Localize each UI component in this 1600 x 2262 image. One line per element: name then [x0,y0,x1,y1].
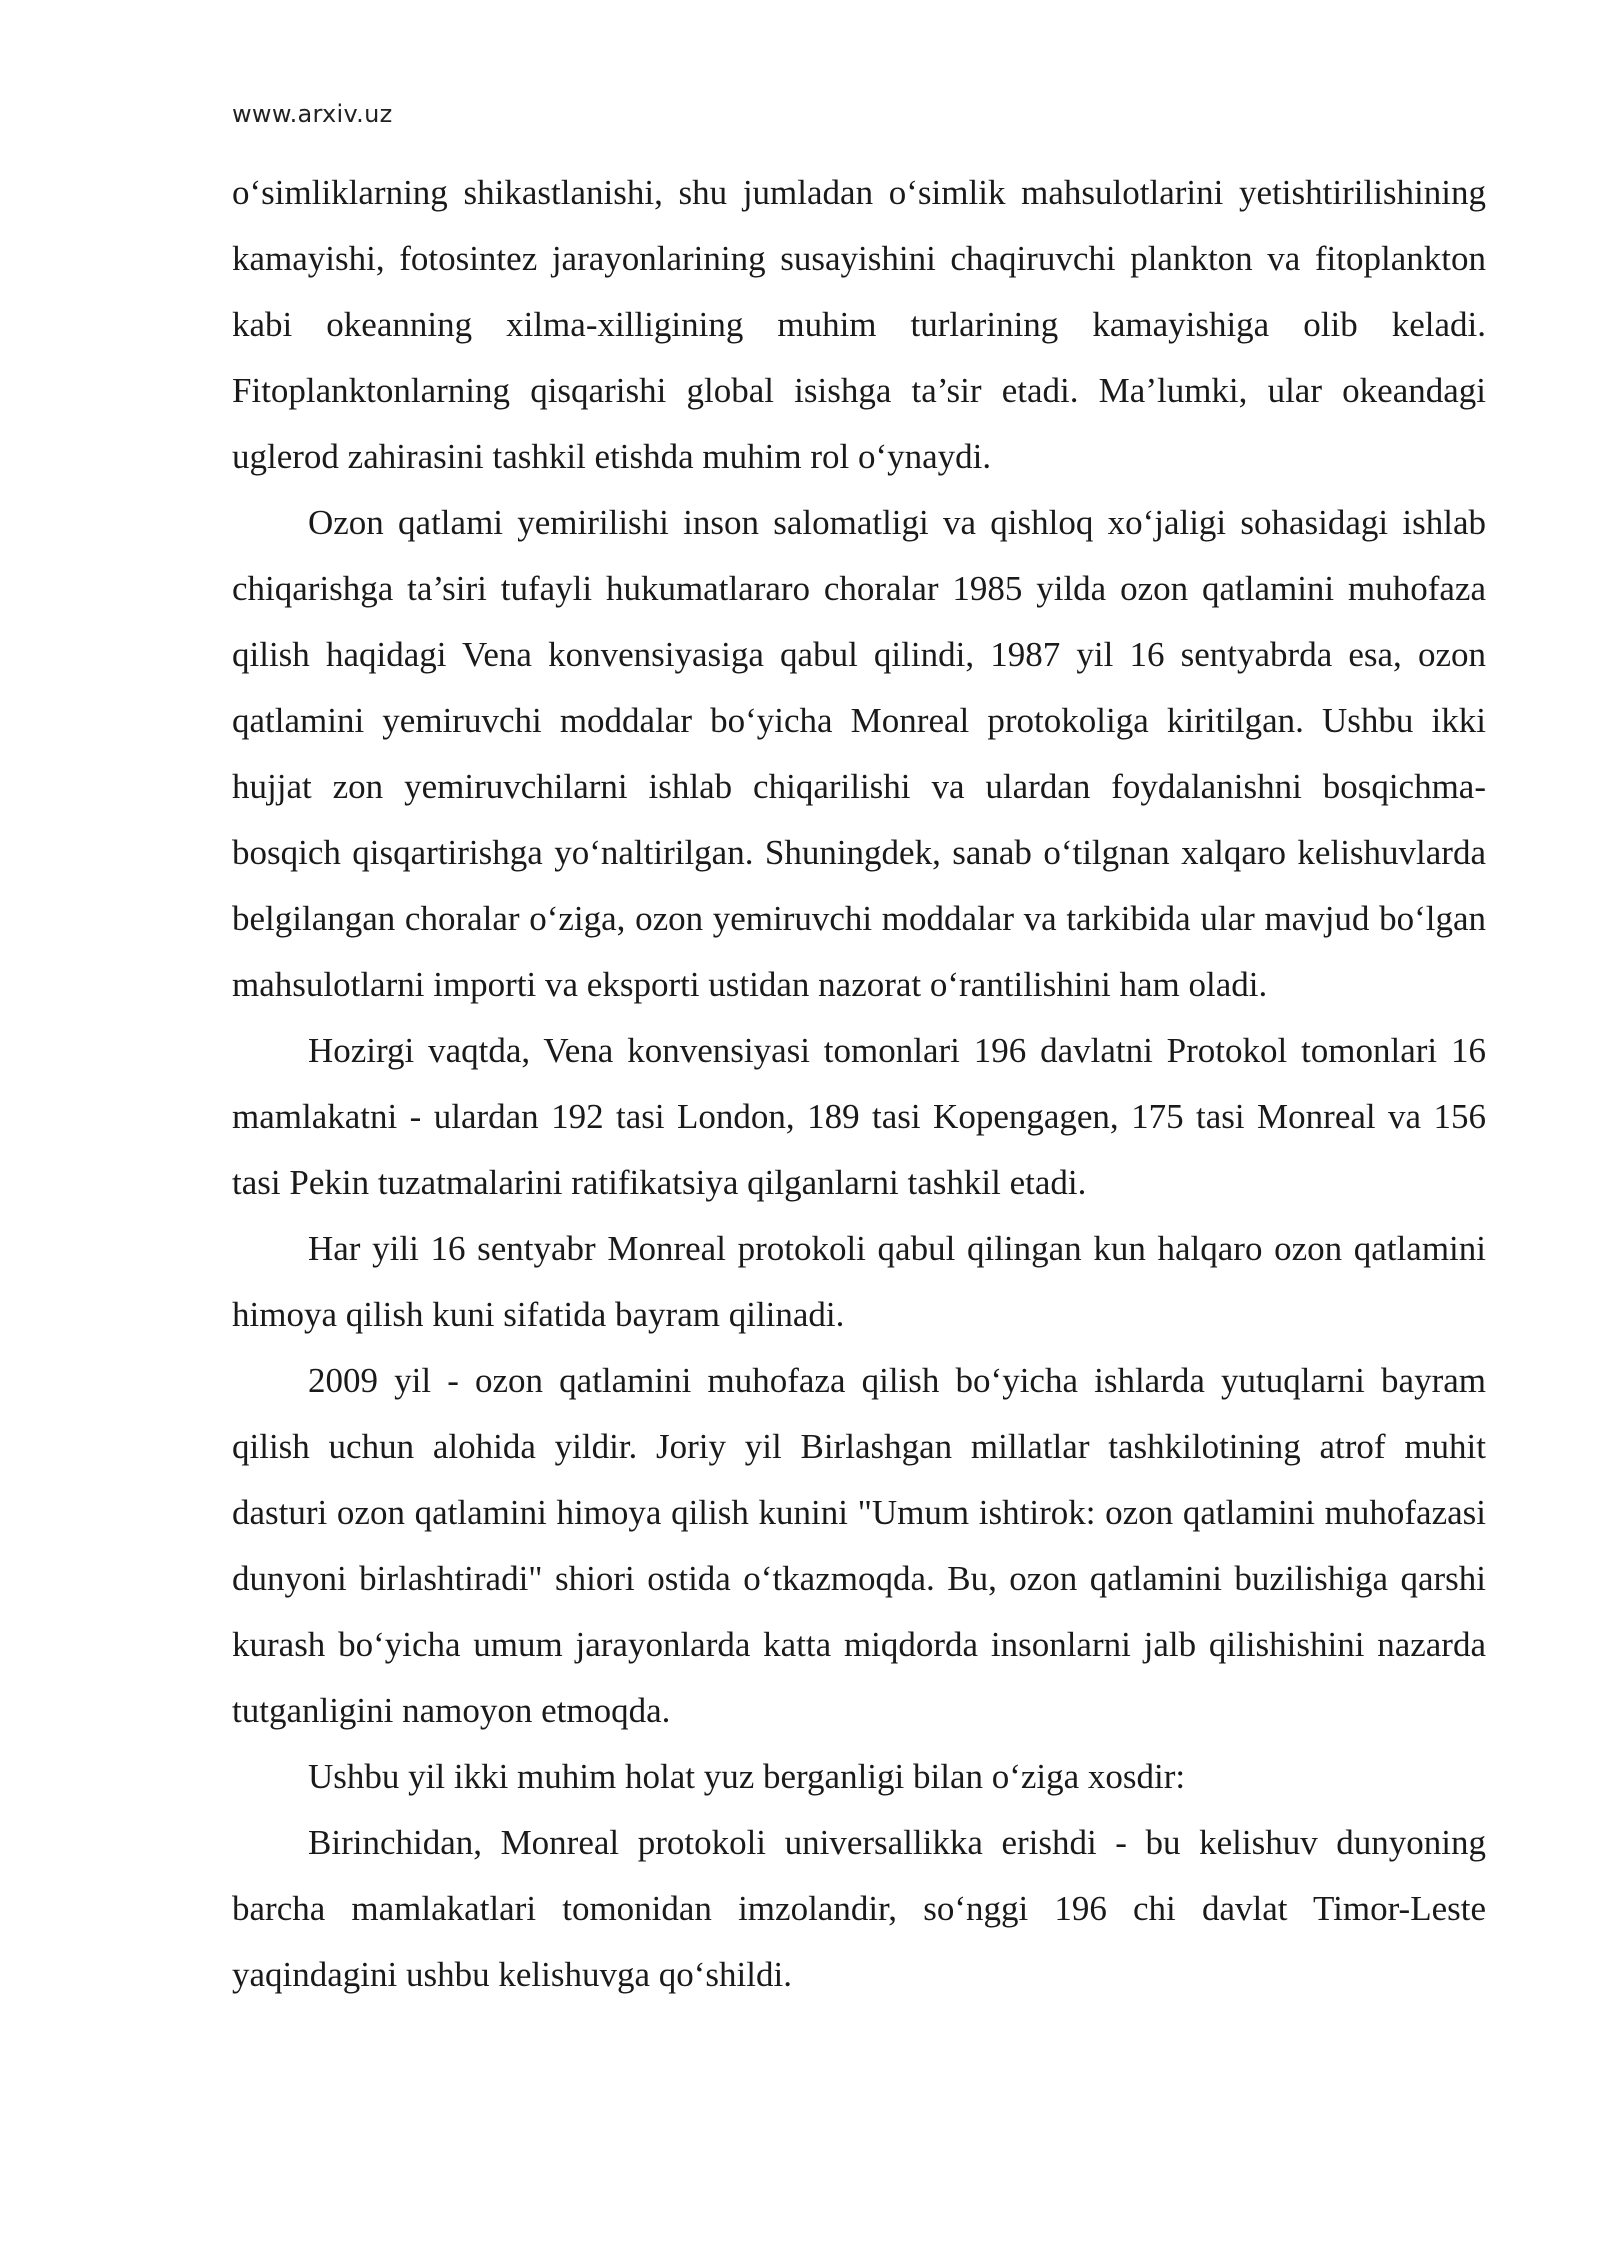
paragraph: o‘simliklarning shikastlanishi, shu jumladan o‘simlik mahsulotlarini yetishtirilishining kamayishi, fotosintez jarayonlarining susayishini chaqiruvchi plankton va fitoplankton kabi okeanning xilma-xilligining muhim turlarining kamayishiga olib keladi. Fitoplanktonlarning qisqarishi global isishga ta’sir etadi. Ma’lumki, ular okeandagi uglerod zahirasini tashkil etishda muhim rol o‘ynaydi. [232,173,1486,476]
document-body [232,160,1486,2008]
paragraph: Ozon qatlami yemirilishi inson salomatligi va qishloq xo‘jaligi sohasidagi ishlab chiqarishga ta’siri tufayli hukumatlararo choralar 1985 yilda ozon qatlamini muhofaza qilish haqidagi Vena konvensiyasiga qabul qilindi, 1987 yil 16 sentyabrda esa, ozon qatlamini yemiruvchi moddalar bo‘yicha Monreal protokoliga kiritilgan. Ushbu ikki hujjat zon yemiruvchilarni ishlab chiqarilishi va ulardan foydalanishni bosqichma-bosqich qisqartirishga yo‘naltirilgan. Shuningdek, sanab o‘tilgnan xalqaro kelishuvlarda belgilangan choralar o‘ziga, ozon yemiruvchi moddalar va tarkibida ular mavjud bo‘lgan mahsulotlarni importi va eksporti ustidan nazorat o‘rantilishini ham oladi. [232,503,1486,1004]
paragraph: 2009 yil - ozon qatlamini muhofaza qilish bo‘yicha ishlarda yutuqlarni bayram qilish uchun alohida yildir. Joriy yil Birlashgan millatlar tashkilotining atrof muhit dasturi ozon qatlamini himoya qilish kunini "Umum ishtirok: ozon qatlamini muhofazasi dunyoni birlashtiradi" shiori ostida o‘tkazmoqda. Bu, ozon qatlamini buzilishiga qarshi kurash bo‘yicha umum jarayonlarda katta miqdorda insonlarni jalb qilishishini nazarda tutganligini namoyon etmoqda. [232,1361,1486,1730]
site-header: www.arxiv.uz [232,100,393,128]
paragraph: Hozirgi vaqtda, Vena konvensiyasi tomonlari 196 davlatni Protokol tomonlari 16 mamlakatni - ulardan 192 tasi London, 189 tasi Kopengagen, 175 tasi Monreal va 156 tasi Pekin tuzatmalarini ratifikatsiya qilganlarni tashkil etadi. [232,1031,1486,1202]
paragraph: Har yili 16 sentyabr Monreal protokoli qabul qilingan kun halqaro ozon qatlamini himoya qilish kuni sifatida bayram qilinadi. [232,1229,1486,1334]
paragraph: Ushbu yil ikki muhim holat yuz berganligi bilan o‘ziga xosdir: [308,1757,1186,1796]
paragraph: Birinchidan, Monreal protokoli universallikka erishdi - bu kelishuv dunyoning barcha mamlakatlari tomonidan imzolandir, so‘nggi 196 chi davlat Timor-Leste yaqindagini ushbu kelishuvga qo‘shildi. [232,1823,1486,1994]
